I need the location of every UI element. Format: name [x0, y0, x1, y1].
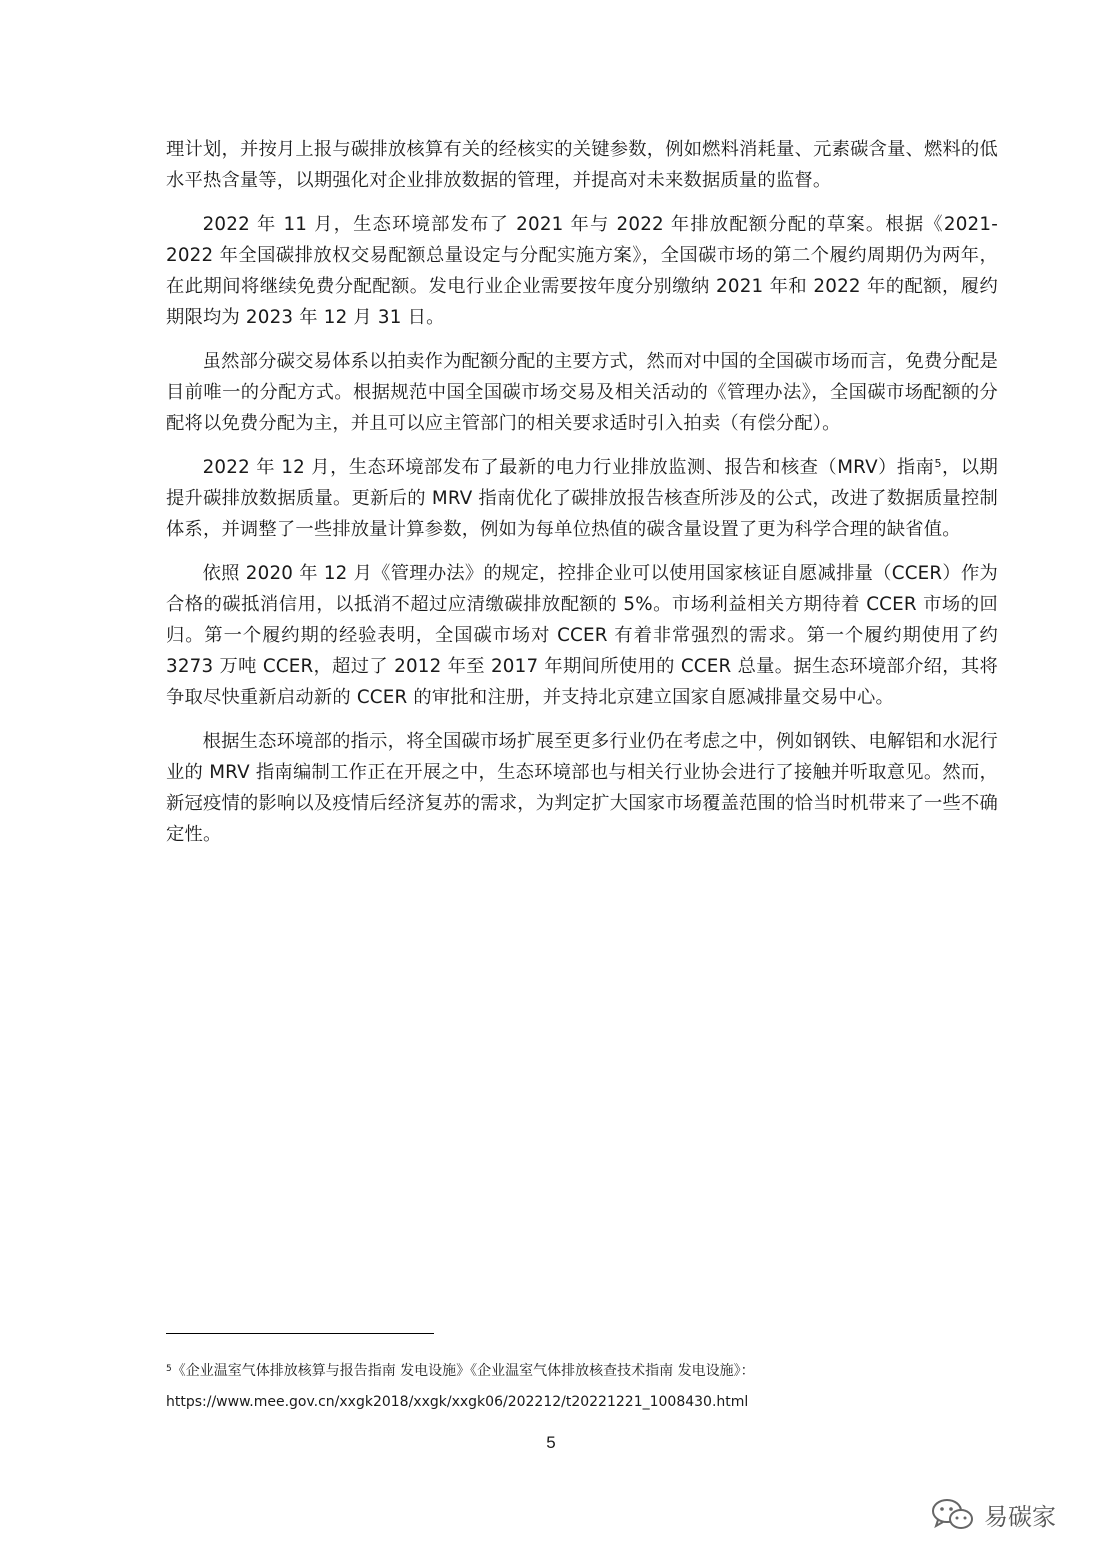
footnote-marker: 5 — [166, 1364, 172, 1374]
footnote-line-1 — [166, 1356, 1006, 1387]
wechat-icon — [930, 1497, 976, 1531]
watermark-text: 易碳家 — [984, 1502, 1056, 1531]
paragraph-4-part-2: ，以期提升碳排放数据质量。更新后的 MRV 指南优化了碳排放报告核查所涉及的公式，改进了数据质量控制体系，并调整了一些排放量计算参数，例如为每单位热值的碳含量设置了更为科学合理的缺省值。 — [166, 457, 999, 540]
footnote — [166, 1356, 1006, 1418]
paragraph-3: 虽然部分碳交易体系以拍卖作为配额分配的主要方式，然而对中国的全国碳市场而言，免费分配是目前唯一的分配方式。根据规范中国全国碳市场交易及相关活动的《管理办法》，全国碳市场配额的分配将以免费分配为主，并且可以应主管部门的相关要求适时引入拍卖（有偿分配）。 — [166, 351, 998, 434]
document-body — [166, 134, 998, 863]
paragraph-4 — [166, 452, 998, 545]
watermark — [930, 1494, 1056, 1534]
paragraph-4-part-1: 2022 年 12 月，生态环境部发布了最新的电力行业排放监测、报告和核查（MRV）指南 — [202, 457, 935, 478]
paragraph-2: 2022 年 11 月，生态环境部发布了 2021 年与 2022 年排放配额分配的草案。根据《2021-2022 年全国碳排放权交易配额总量设定与分配实施方案》，全国碳市场的第二个履约周期仍为两年，在此期间将继续免费分配配额。发电行业企业需要按年度分别缴纳 2021 年和 2022 年的配额，履约期限均为 2023 年 12 月 31 日。 — [166, 214, 998, 328]
paragraph-5: 依照 2020 年 12 月《管理办法》的规定，控排企业可以使用国家核证自愿减排量（CCER）作为合格的碳抵消信用，以抵消不超过应清缴碳排放配额的 5%。市场利益相关方期待着 CCER 市场的回归。第一个履约期的经验表明，全国碳市场对 CCER 有着非常强烈的需求。第一个履约期使用了约 3273 万吨 CCER，超过了 2012 年至 2017 年期间所使用的 CCER 总量。据生态环境部介绍，其将争取尽快重新启动新的 CCER 的审批和注册，并支持北京建立国家自愿减排量交易中心。 — [166, 563, 998, 708]
paragraph-6: 根据生态环境部的指示，将全国碳市场扩展至更多行业仍在考虑之中，例如钢铁、电解铝和水泥行业的 MRV 指南编制工作正在开展之中，生态环境部也与相关行业协会进行了接触并听取意见。然而，新冠疫情的影响以及疫情后经济复苏的需求，为判定扩大国家市场覆盖范围的恰当时机带来了一些不确定性。 — [166, 731, 998, 845]
footnote-url[interactable]: https://www.mee.gov.cn/xxgk2018/xxgk/xxgk06/202212/t20221221_1008430.html — [166, 1394, 749, 1410]
paragraph-1: 理计划，并按月上报与碳排放核算有关的经核实的关键参数，例如燃料消耗量、元素碳含量、燃料的低水平热含量等，以期强化对企业排放数据的管理，并提高对未来数据质量的监督。 — [166, 139, 998, 191]
footnote-title: 《企业温室气体排放核算与报告指南 发电设施》《企业温室气体排放核查技术指南 发电设施》： — [171, 1363, 755, 1379]
page-number: 5 — [546, 1433, 556, 1452]
footnote-ref-5[interactable]: 5 — [934, 457, 942, 470]
footnote-separator — [166, 1333, 434, 1334]
